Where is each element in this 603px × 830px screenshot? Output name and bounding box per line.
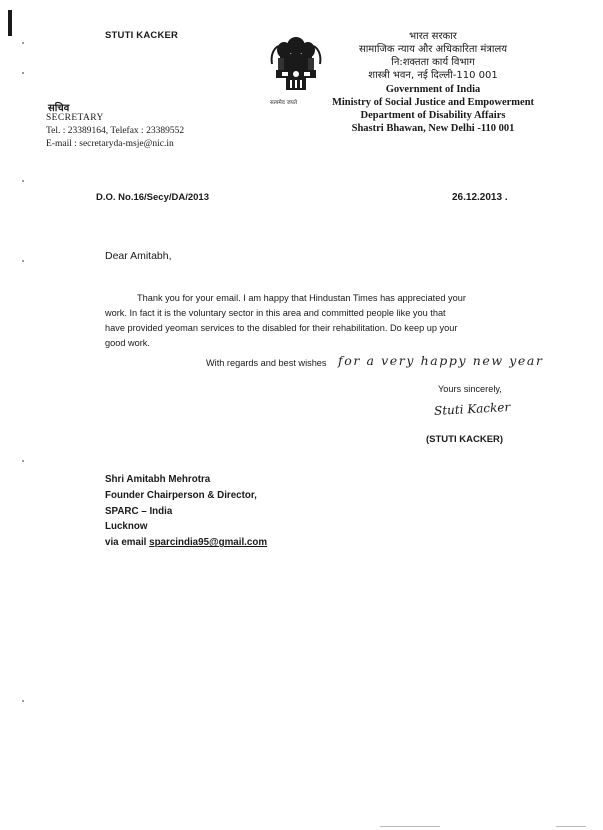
handwritten-note: for a very happy new year — [338, 353, 544, 368]
title-english: SECRETARY — [46, 113, 104, 123]
recipient-email-link[interactable]: sparcindia95@gmail.com — [149, 537, 268, 549]
gov-hindi-line-1: भारत सरकार — [409, 31, 457, 42]
emblem-lions-icon — [268, 32, 324, 100]
government-block — [318, 30, 548, 135]
scan-dot — [22, 180, 24, 182]
email-line: E-mail : secretaryda-msje@nic.in — [46, 139, 174, 149]
gov-hindi-line-2: सामाजिक न्याय और अधिकारिता मंत्रालय — [358, 44, 508, 55]
do-number: D.O. No.16/Secy/DA/2013 — [96, 192, 209, 203]
body-line-4: good work. — [105, 338, 150, 348]
gov-hindi-line-4: शास्त्री भवन, नई दिल्ली-110 001 — [368, 70, 498, 81]
scan-edge-mark — [8, 10, 12, 36]
gov-english-line-4: Shastri Bhawan, New Delhi -110 001 — [351, 123, 515, 134]
closing: Yours sincerely, — [438, 384, 502, 394]
title-hindi: सचिव — [48, 103, 70, 114]
regards: With regards and best wishes — [206, 358, 327, 368]
body-line-2: work. In fact it is the voluntary sector in this area and committed people like you that — [105, 308, 446, 318]
body-line-3: have provided yeoman services to the disabled for their rehabilitation. Do keep up your — [105, 323, 458, 333]
scan-dot — [22, 460, 24, 462]
scan-line — [556, 826, 586, 827]
national-emblem — [268, 32, 324, 100]
recipient-city: Lucknow — [105, 521, 148, 533]
via-email-label: via email — [105, 537, 150, 549]
recipient-designation: Founder Chairperson & Director, — [105, 489, 257, 501]
letter-date: 26.12.2013 . — [452, 192, 508, 203]
gov-english-line-3: Department of Disability Affairs — [360, 110, 506, 121]
scan-dot — [22, 72, 24, 74]
scan-dot — [22, 700, 24, 702]
recipient-block — [105, 472, 267, 551]
gov-english-line-1: Government of India — [385, 84, 481, 95]
emblem-caption: सत्यमेव जयते — [270, 100, 298, 106]
recipient-organisation: SPARC – India — [105, 505, 173, 517]
recipient-email-line — [105, 535, 267, 551]
phone-line: Tel. : 23389164, Telefax : 23389552 — [46, 126, 185, 136]
recipient-name: Shri Amitabh Mehrotra — [105, 474, 211, 485]
body-line-1: Thank you for your email. I am happy that Hindustan Times has appreciated your — [137, 293, 466, 303]
scan-dot — [22, 260, 24, 262]
letter-body — [105, 291, 525, 351]
signature: Stuti Kacker — [433, 400, 511, 418]
salutation: Dear Amitabh, — [105, 250, 172, 262]
sender-name: STUTI KACKER — [105, 30, 179, 41]
scan-dot — [22, 42, 24, 44]
signatory-name: (STUTI KACKER) — [426, 434, 504, 445]
gov-english-line-2: Ministry of Social Justice and Empowerment — [331, 97, 535, 108]
scan-line — [380, 826, 440, 827]
gov-hindi-line-3: नि:शक्तता कार्य विभाग — [391, 57, 475, 68]
